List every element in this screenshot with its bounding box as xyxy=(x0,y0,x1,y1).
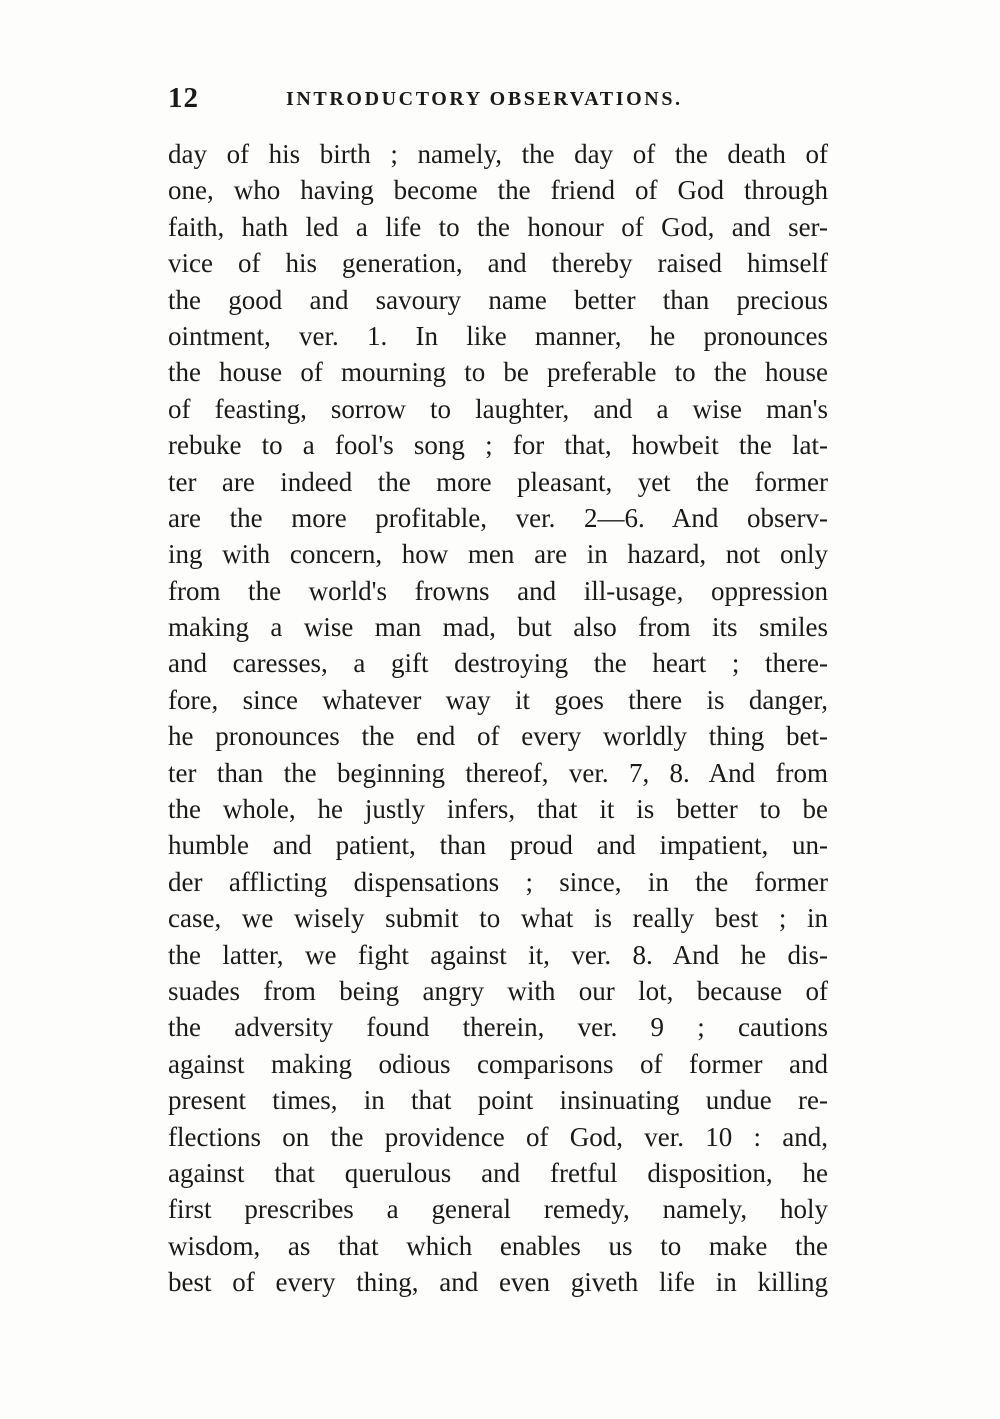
text-line: from the world's frowns and ill-usage, oppression xyxy=(168,575,828,606)
text-line: the house of mourning to be preferable to the house xyxy=(168,357,828,388)
text-line: vice of his generation, and thereby raised himself xyxy=(168,248,828,279)
running-title: INTRODUCTORY OBSERVATIONS. xyxy=(286,88,683,110)
text-line: ointment, ver. 1. In like manner, he pronounces xyxy=(168,320,828,351)
text-line: of feasting, sorrow to laughter, and a wise man's xyxy=(168,393,828,424)
text-line: first prescribes a general remedy, namely, holy xyxy=(168,1194,828,1225)
text-line: best of every thing, and even giveth life in killing xyxy=(168,1267,828,1298)
text-line: making a wise man mad, but also from its smiles xyxy=(168,612,828,643)
text-line: against making odious comparisons of former and xyxy=(168,1048,828,1079)
running-head xyxy=(168,82,828,116)
body-text xyxy=(168,136,828,1301)
text-line: flections on the providence of God, ver. 10 : and, xyxy=(168,1121,828,1152)
text-line: present times, in that point insinuating undue re- xyxy=(168,1085,828,1116)
text-line: day of his birth ; namely, the day of the death of xyxy=(168,139,828,169)
text-line: against that querulous and fretful disposition, he xyxy=(168,1157,828,1188)
text-line: the latter, we fight against it, ver. 8. And he dis- xyxy=(168,939,828,970)
text-line: are the more profitable, ver. 2—6. And observ- xyxy=(168,502,828,533)
text-line: ing with concern, how men are in hazard, not only xyxy=(168,539,828,570)
text-line: the adversity found therein, ver. 9 ; cautions xyxy=(168,1012,828,1043)
text-line: case, we wisely submit to what is really best ; in xyxy=(168,903,828,934)
text-line: one, who having become the friend of God through xyxy=(168,175,828,206)
text-line: humble and patient, than proud and impatient, un- xyxy=(168,830,828,861)
page-number: 12 xyxy=(168,82,199,114)
text-line: ter are indeed the more pleasant, yet the former xyxy=(168,466,828,497)
text-line: der afflicting dispensations ; since, in the former xyxy=(168,866,828,897)
text-line: wisdom, as that which enables us to make the xyxy=(168,1230,828,1261)
text-line: suades from being angry with our lot, because of xyxy=(168,975,828,1006)
text-line: he pronounces the end of every worldly thing bet- xyxy=(168,721,828,752)
text-line: the whole, he justly infers, that it is better to be xyxy=(168,794,828,825)
text-line: faith, hath led a life to the honour of God, and ser- xyxy=(168,211,828,242)
text-line: the good and savoury name better than precious xyxy=(168,284,828,315)
text-line: ter than the beginning thereof, ver. 7, 8. And from xyxy=(168,757,828,788)
text-line: fore, since whatever way it goes there is danger, xyxy=(168,684,828,715)
text-line: rebuke to a fool's song ; for that, howbeit the lat- xyxy=(168,430,828,461)
text-line: and caresses, a gift destroying the heart ; there- xyxy=(168,648,828,679)
